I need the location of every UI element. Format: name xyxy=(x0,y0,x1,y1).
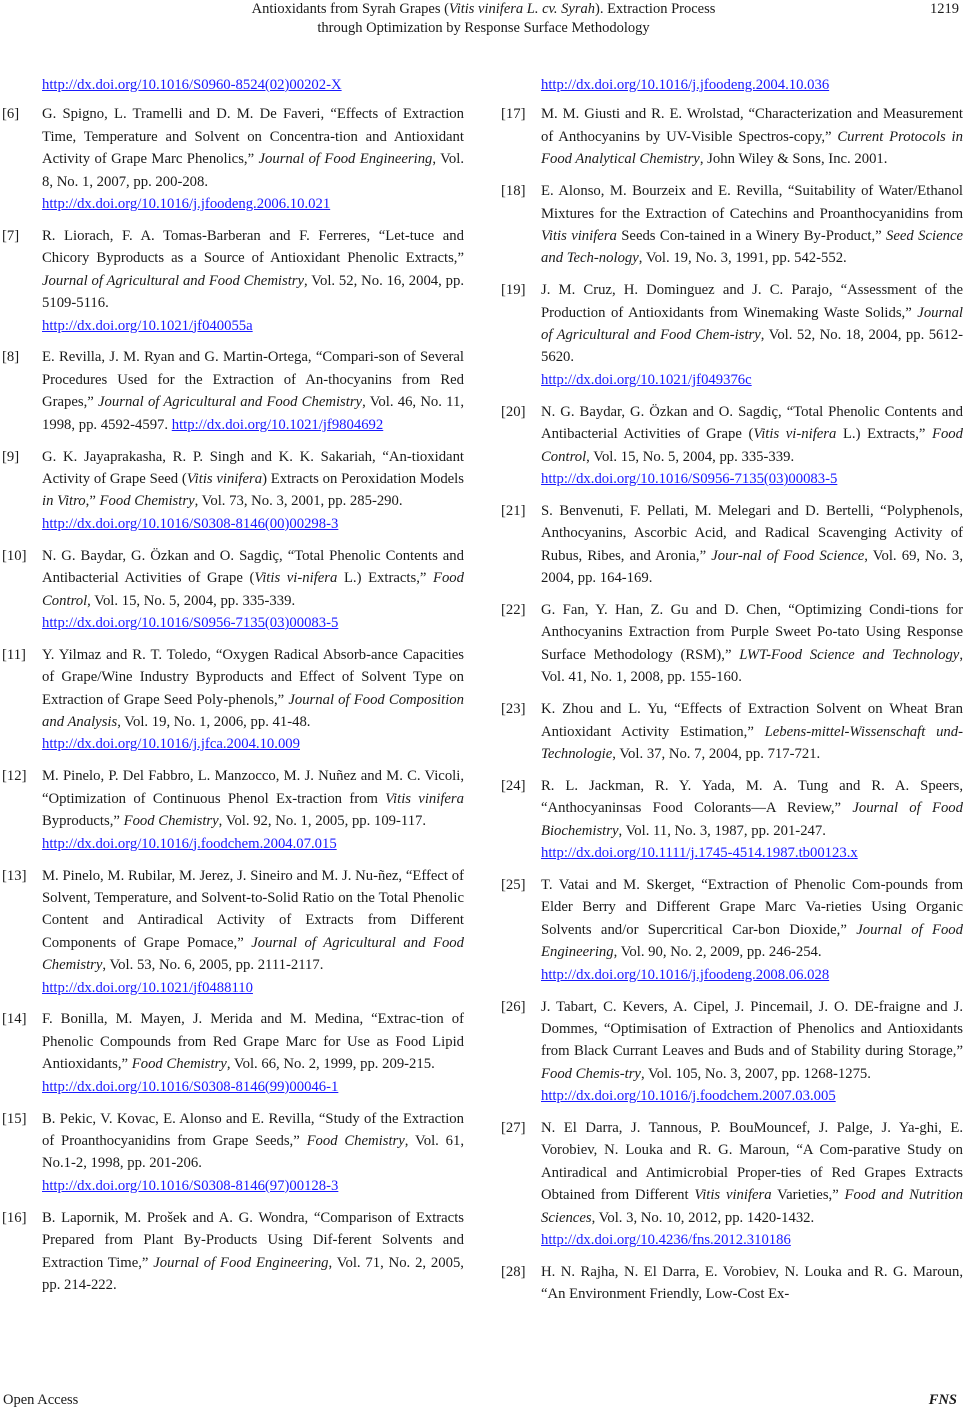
reference-text: T. Vatai and M. Skerget, “Extraction of Phenolic Com-pounds from Elder Berry and Different Grape Marc Va-rieties Using Organic Solvents and/or Supercritical Car-bon Dioxide,” xyxy=(541,877,963,938)
reference-number: [26] xyxy=(501,998,526,1015)
reference-24 xyxy=(501,775,963,865)
reference-25 xyxy=(501,874,963,986)
reference-text: B. Lapornik, M. Prošek and A. G. Wondra, “Comparison of Extracts Prepared from Plant By-Products Using Dif-ferent Solvents and Extraction Time,” xyxy=(42,1209,464,1271)
reference-text: ,” xyxy=(85,493,100,510)
doi-link[interactable]: http://dx.doi.org/10.1021/jf0488110 xyxy=(42,979,253,996)
reference-text: R. L. Jackman, R. Y. Yada, M. A. Tung and R. A. Speers, “Anthocyaninsas Food Colorants—A Review,” xyxy=(541,777,963,817)
reference-number: [8] xyxy=(2,349,20,366)
reference-details: , Vol. 52, No. 16, 2004, pp. 5109-5116. xyxy=(42,272,464,312)
reference-text: S. Benvenuti, F. Pellati, M. Melegari and D. Bertelli, “Polyphenols, Anthocyanins, Ascorbic Acid, and Radical Scavenging Activity of Rubus, Ribes, and Aronia,” xyxy=(541,502,963,564)
reference-text: G. K. Jayaprakasha, R. P. Singh and K. K. Sakariah, “An-tioxidant Activity of Grape Seed ( xyxy=(42,448,464,487)
reference-10 xyxy=(2,545,464,635)
reference-11 xyxy=(2,644,464,756)
journal-title: Food Chemis-try xyxy=(541,1065,641,1082)
reference-text: M. Pinelo, P. Del Fabbro, L. Manzocco, M. J. Nuñez and M. C. Vicoli, “Optimization of Continuous Phenol Ex-traction from xyxy=(42,768,464,807)
reference-19 xyxy=(501,279,963,391)
species-name: Vitis vi-nifera xyxy=(254,570,338,587)
reference-text: Y. Yilmaz and R. T. Toledo, “Oxygen Radical Absorb-ance Capacities of Grape/Wine Industry Byproducts and Effect of Solvent Type on Extraction of Grape Seed Poly-phenols,” xyxy=(42,646,464,708)
journal-title: Food and Nutrition Sciences xyxy=(541,1187,963,1226)
journal-title: Journal of Agricultural and Food Chemistry xyxy=(98,394,363,411)
journal-title: Journal of Agricultural and Food Chemistry xyxy=(42,272,305,289)
reference-text: R. Liorach, F. A. Tomas-Barberan and F. Ferreres, “Let-tuce and Chicory Byproducts as a Source of Antioxidant Phenolic Extracts,” xyxy=(42,227,464,267)
reference-18 xyxy=(501,180,963,270)
reference-details: , Vol. 8, No. 1, 2007, pp. 200-208. xyxy=(42,151,464,190)
journal-title: LWT-Food Science and Technology xyxy=(739,646,960,663)
reference-26 xyxy=(501,996,963,1108)
continued-doi-link[interactable]: http://dx.doi.org/10.1016/j.jfoodeng.2004.10.036 xyxy=(541,77,830,93)
doi-link[interactable]: http://dx.doi.org/10.1021/jf040055a xyxy=(42,317,253,334)
reference-21 xyxy=(501,500,963,590)
reference-number: [14] xyxy=(2,1011,27,1028)
journal-title: Journal of Food Biochemistry xyxy=(541,800,963,839)
reference-text: E. Alonso, M. Bourzeix and E. Revilla, “Suitability of Water/Ethanol Mixtures for the Extraction of Catechins and Proanthocyanidins from xyxy=(541,183,963,222)
reference-details: , Vol. 52, No. 18, 2004, pp. 5612-5620. xyxy=(541,327,963,366)
reference-8 xyxy=(2,346,464,436)
reference-number: [7] xyxy=(2,227,20,244)
reference-details: , Vol. 53, No. 6, 2005, pp. 2111-2117. xyxy=(102,957,324,974)
running-head xyxy=(0,0,967,42)
journal-title: Journal of Agricultural and Food Chemistry xyxy=(42,934,464,974)
reference-number: [16] xyxy=(2,1209,27,1226)
reference-27 xyxy=(501,1117,963,1251)
doi-link[interactable]: http://dx.doi.org/10.1016/j.jfoodeng.2006.10.021 xyxy=(42,196,331,213)
reference-text: J. M. Cruz, H. Dominguez and J. C. Parajo, “Assessment of the Production of Antioxidants from Winemaking Waste Solids,” xyxy=(541,282,963,321)
reference-details: , Vol. 11, No. 3, 1987, pp. 201-247. xyxy=(618,822,826,839)
reference-text: M. M. Giusti and R. E. Wrolstad, “Characterization and Measurement of Anthocyanins by UV-Visible Spectros-copy,” xyxy=(541,106,963,145)
reference-23 xyxy=(501,698,963,765)
reference-12 xyxy=(2,765,464,855)
reference-text: N. G. Baydar, G. Özkan and O. Sagdiç, “Total Phenolic Contents and Antibacterial Activities of Grape ( xyxy=(541,403,963,443)
doi-link[interactable]: http://dx.doi.org/10.1016/S0308-8146(00)00298-3 xyxy=(42,515,339,532)
running-head-line-2: through Optimization by Response Surface Methodology xyxy=(317,20,650,36)
doi-link[interactable]: http://dx.doi.org/10.1111/j.1745-4514.1987.tb00123.x xyxy=(541,845,858,862)
running-head-species: Vitis vinifera L. cv. Syrah xyxy=(448,1,595,17)
reference-number: [28] xyxy=(501,1264,526,1280)
reference-number: [13] xyxy=(2,867,27,884)
reference-details: , Vol. 19, No. 3, 1991, pp. 542-552. xyxy=(638,250,847,267)
reference-details: , Vol. 92, No. 1, 2005, pp. 109-117. xyxy=(218,813,427,830)
reference-text: ) Extracts on Peroxidation Models xyxy=(262,471,464,487)
doi-link[interactable]: http://dx.doi.org/10.1021/jf049376c xyxy=(541,371,752,388)
reference-7 xyxy=(2,225,464,337)
species-name: Vitis vi-nifera xyxy=(753,426,837,443)
reference-number: [20] xyxy=(501,403,526,420)
reference-text: Seeds Con-tained in a Winery By-Product,” xyxy=(616,227,887,244)
species-name: Vitis vinifera xyxy=(186,471,263,487)
doi-link[interactable]: http://dx.doi.org/10.1016/S0308-8146(97)00128-3 xyxy=(42,1177,339,1194)
journal-title: Journal of Food Engineering xyxy=(541,921,963,961)
reference-text: L.) Extracts,” xyxy=(337,570,433,587)
reference-text: Byproducts,” xyxy=(42,813,124,830)
reference-number: [6] xyxy=(2,106,20,123)
journal-title: Journal of Agricultural and Food Chem-istry xyxy=(541,304,963,344)
doi-link[interactable]: http://dx.doi.org/10.1016/j.foodchem.2007.03.005 xyxy=(541,1088,836,1105)
reference-details: , John Wiley & Sons, Inc. 2001. xyxy=(699,151,888,168)
reference-text: M. Pinelo, M. Rubilar, M. Jerez, J. Sineiro and M. J. Nu-ñez, “Effect of Solvent, Temperature, and Solvent-to-Solid Ratio on the Total Phenolic Content and Antiradical Activity of Extracts from Different Components of Grape Pomace,” xyxy=(42,867,464,951)
journal-title: Journal of Food Composition and Analysis xyxy=(42,691,464,731)
reference-number: [27] xyxy=(501,1120,526,1137)
reference-column-left xyxy=(0,74,464,1306)
reference-9 xyxy=(2,446,464,536)
reference-details: , Vol. 15, No. 5, 2004, pp. 335-339. xyxy=(586,448,795,465)
journal-title: Journal of Food Engineering xyxy=(258,151,433,168)
reference-details: , Vol. 3, No. 10, 2012, pp. 1420-1432. xyxy=(591,1209,815,1226)
species-name: Vitis vinifera xyxy=(541,227,617,244)
reference-text: K. Zhou and L. Yu, “Effects of Extraction Solvent on Wheat Bran Antioxidant Activity Estimation,” xyxy=(541,701,963,740)
reference-details: , Vol. 90, No. 2, 2009, pp. 246-254. xyxy=(613,944,822,961)
doi-link[interactable]: http://dx.doi.org/10.4236/fns.2012.310186 xyxy=(541,1232,791,1249)
species-name: Vitis vinifera xyxy=(385,790,464,807)
journal-title: Seed Science and Tech-nology xyxy=(541,227,963,267)
reference-text: H. N. Rajha, N. El Darra, E. Vorobiev, N. Louka and R. G. Maroun, “An Environment Friendly, Low-Cost Ex- xyxy=(541,1264,963,1303)
reference-number: [23] xyxy=(501,701,526,718)
italic-term: in Vitro xyxy=(42,493,86,510)
doi-link[interactable]: http://dx.doi.org/10.1016/S0956-7135(03)00083-5 xyxy=(42,614,339,631)
reference-number: [19] xyxy=(501,282,526,299)
reference-number: [22] xyxy=(501,602,526,619)
doi-link[interactable]: http://dx.doi.org/10.1016/S0956-7135(03)00083-5 xyxy=(541,471,838,487)
reference-text: Varieties,” xyxy=(771,1187,845,1204)
reference-number: [12] xyxy=(2,768,27,785)
reference-details: , Vol. 71, No. 2, 2005, pp. 214-222. xyxy=(42,1254,464,1293)
doi-link[interactable]: http://dx.doi.org/10.1016/j.foodchem.2004.07.015 xyxy=(42,835,337,852)
reference-details: , Vol. 105, No. 3, 2007, pp. 1268-1275. xyxy=(640,1065,871,1082)
reference-text: G. Spigno, L. Tramelli and D. M. De Faveri, “Effects of Extraction Time, Temperature and Solvent on Concentra-tion and Antioxidant Activity of Grape Marc Phenolics,” xyxy=(42,106,464,168)
reference-details: , Vol. 37, No. 7, 2004, pp. 717-721. xyxy=(612,745,821,762)
running-head-line-1 xyxy=(0,0,967,19)
reference-details: , Vol. 15, No. 5, 2004, pp. 335-339. xyxy=(87,592,296,609)
journal-title: Food Chemistry xyxy=(99,493,195,510)
doi-link[interactable]: http://dx.doi.org/10.1016/S0308-8146(99)00046-1 xyxy=(42,1078,339,1095)
reference-number: [17] xyxy=(501,106,526,123)
reference-text: B. Pekic, V. Kovac, E. Alonso and E. Revilla, “Study of the Extraction of Proanthocyanidins from Grape Seeds,” xyxy=(42,1110,464,1149)
journal-title: Current Protocols in Food Analytical Chemistry xyxy=(541,128,963,168)
doi-link[interactable]: http://dx.doi.org/10.1021/jf9804692 xyxy=(171,416,384,433)
continued-doi-link[interactable]: http://dx.doi.org/10.1016/S0960-8524(02)00202-X xyxy=(42,77,342,93)
reference-number: [24] xyxy=(501,777,526,794)
reference-column-right xyxy=(501,74,963,1315)
reference-number: [18] xyxy=(501,183,526,200)
reference-20 xyxy=(501,401,963,491)
reference-number: [10] xyxy=(2,547,27,564)
reference-text: L.) Extracts,” xyxy=(836,426,932,443)
reference-details: , Vol. 61, No.1-2, 1998, pp. 201-206. xyxy=(42,1132,464,1172)
reference-15 xyxy=(2,1108,464,1198)
reference-details: , Vol. 46, No. 11, 1998, pp. 4592-4597. xyxy=(42,394,464,433)
journal-title: Lebens-mittel-Wissenschaft und-Technologie xyxy=(541,723,963,762)
open-access-label: Open Access xyxy=(3,1392,79,1408)
journal-abbreviation: FNS xyxy=(928,1392,957,1408)
reference-details: , Vol. 69, No. 3, 2004, pp. 164-169. xyxy=(541,547,963,587)
reference-number: [25] xyxy=(501,877,526,893)
reference-text: N. El Darra, J. Tannous, P. BouMouncef, J. Palge, J. Ya-ghi, E. Vorobiev, N. Louka and R. G. Maroun, “A Com-parative Study on Antiradical and Antimicrobial Proper-ties of Red Grapes Extracts Obtained from Different xyxy=(541,1120,963,1204)
journal-title: Food Chemistry xyxy=(123,813,219,830)
reference-text: G. Fan, Y. Han, Z. Gu and D. Chen, “Optimizing Condi-tions for Anthocyanins Extraction from Purple Sweet Po-tato Using Response Surface Methodology (RSM),” xyxy=(541,602,963,663)
running-head-text-end: ). Extraction Process xyxy=(594,1,716,17)
journal-title: Jour-nal of Food Science xyxy=(711,547,865,564)
reference-details: , Vol. 41, No. 1, 2008, pp. 155-160. xyxy=(541,646,963,686)
journal-title: Food Chemistry xyxy=(131,1056,227,1073)
doi-link[interactable]: http://dx.doi.org/10.1016/j.jfca.2004.10.009 xyxy=(42,736,300,753)
reference-number: [9] xyxy=(2,448,20,465)
reference-text: E. Revilla, J. M. Ryan and G. Martin-Ortega, “Compari-son of Several Procedures Used for the Extraction of An-thocyanins from Red Grapes,” xyxy=(42,349,464,411)
journal-title: Journal of Food Engineering xyxy=(153,1254,329,1271)
reference-number: [15] xyxy=(2,1110,27,1127)
reference-details: , Vol. 66, No. 2, 1999, pp. 209-215. xyxy=(226,1056,435,1073)
reference-text: F. Bonilla, M. Mayen, J. Merida and M. Medina, “Extrac-tion of Phenolic Compounds from Red Grape Marc for Use as Food Lipid Antioxidants,” xyxy=(42,1011,464,1073)
reference-text: J. Tabart, C. Kevers, A. Cipel, J. Pincemail, J. O. DE-fraigne and J. Dommes, “Optimisation of Extraction of Phenolics and Antioxidants from Black Currant Leaves and Buds and of Stability during Storage,” xyxy=(541,998,963,1060)
reference-6 xyxy=(2,103,464,215)
reference-13 xyxy=(2,865,464,999)
reference-details: , Vol. 73, No. 3, 2001, pp. 285-290. xyxy=(194,493,403,510)
reference-17 xyxy=(501,103,963,170)
reference-text: N. G. Baydar, G. Özkan and O. Sagdiç, “Total Phenolic Contents and Antibacterial Activities of Grape ( xyxy=(42,547,464,587)
reference-number: [21] xyxy=(501,502,526,519)
reference-28 xyxy=(501,1261,963,1306)
reference-number: [11] xyxy=(2,646,26,663)
reference-14 xyxy=(2,1008,464,1098)
doi-link[interactable]: http://dx.doi.org/10.1016/j.jfoodeng.2008.06.028 xyxy=(541,966,830,983)
running-head-text: Antioxidants from Syrah Grapes ( xyxy=(251,1,449,17)
species-name: Vitis vinifera xyxy=(694,1187,772,1204)
page-number: 1219 xyxy=(930,1,959,17)
journal-title: Food Control xyxy=(42,570,464,609)
reference-16 xyxy=(2,1207,464,1297)
reference-details: , Vol. 19, No. 1, 2006, pp. 41-48. xyxy=(117,714,311,731)
journal-title: Food Chemistry xyxy=(306,1132,405,1149)
journal-title: Food Control xyxy=(541,426,963,465)
reference-22 xyxy=(501,599,963,689)
